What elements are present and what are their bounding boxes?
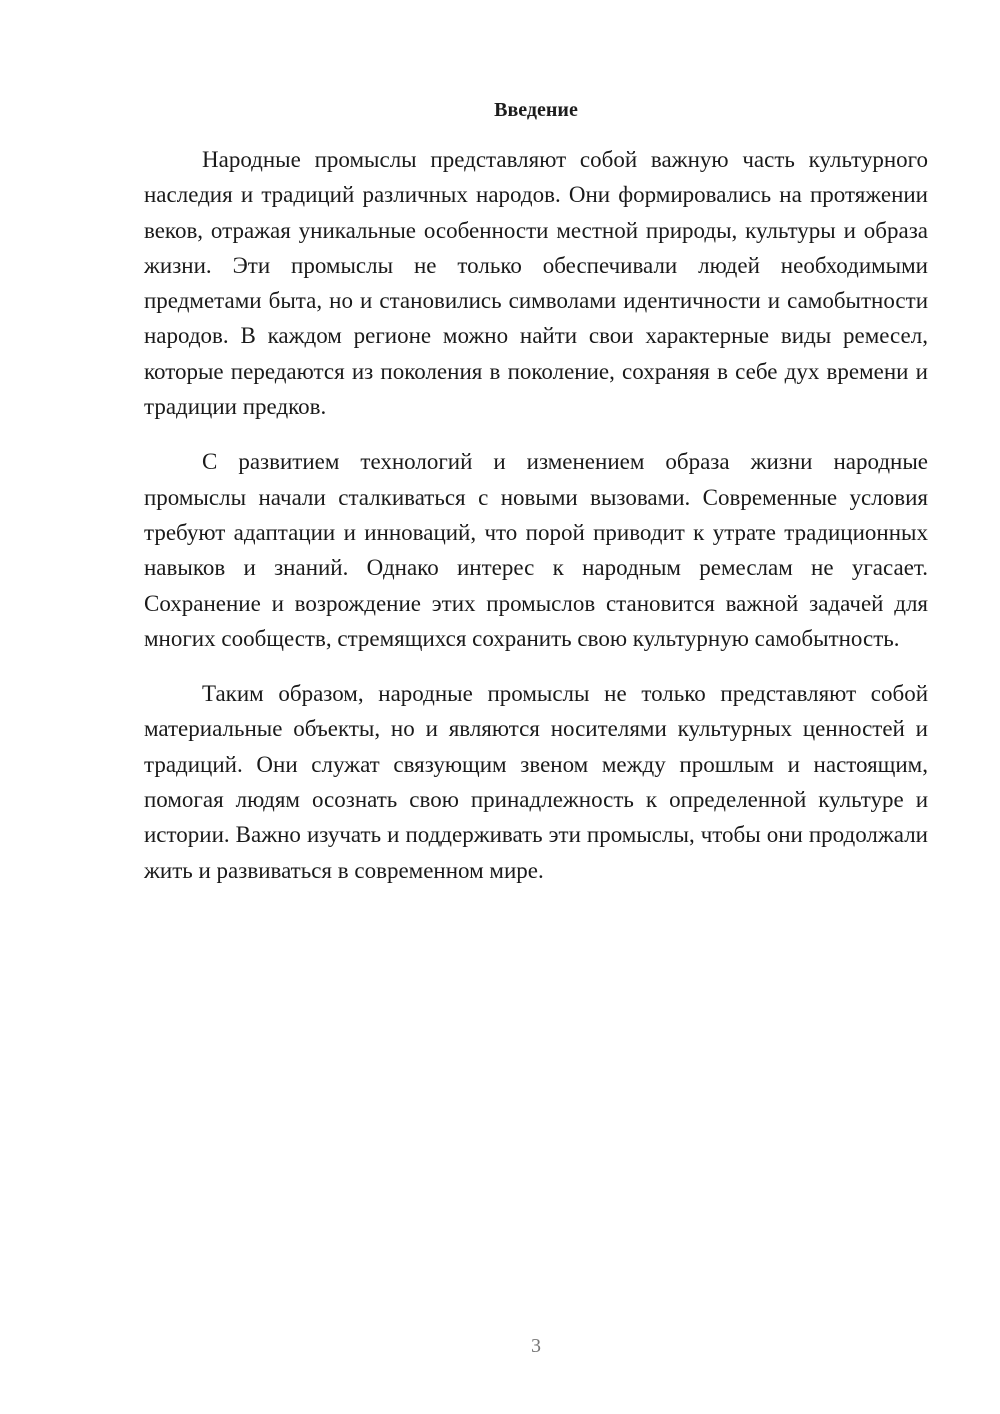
paragraph: Народные промыслы представляют собой важную часть культурного наследия и традиций различных народов. Они формировались на протяжении веков, отражая уникальные особенности местной природы, культуры и образа жизни. Эти промыслы не только обеспечивали людей необходимыми предметами быта, но и становились символами идентичности и самобытности народов. В каждом регионе можно найти свои характерные виды ремесел, которые передаются из поколения в поколение, сохраняя в себе дух времени и традиции предков. [144,147,928,420]
paragraph: С развитием технологий и изменением образа жизни народные промыслы начали сталкиваться с новыми вызовами. Современные условия требуют адаптации и инноваций, что порой приводит к утрате традиционных навыков и знаний. Однако интерес к народным ремеслам не угасает. Сохранение и возрождение этих промыслов становится важной задачей для многих сообществ, стремящихся сохранить свою культурную самобытность. [144,449,928,651]
page-number: 3 [531,1335,541,1357]
paragraph: Таким образом, народные промыслы не только представляют собой материальные объекты, но и являются носителями культурных ценностей и традиций. Они служат связующим звеном между прошлым и настоящим, помогая людям осознать свою принадлежность к определенной культуре и истории. Важно изучать и поддерживать эти промыслы, чтобы они продолжали жить и развиваться в современном мире. [144,681,928,883]
section-heading: Введение [494,99,578,121]
body-text [144,142,928,888]
